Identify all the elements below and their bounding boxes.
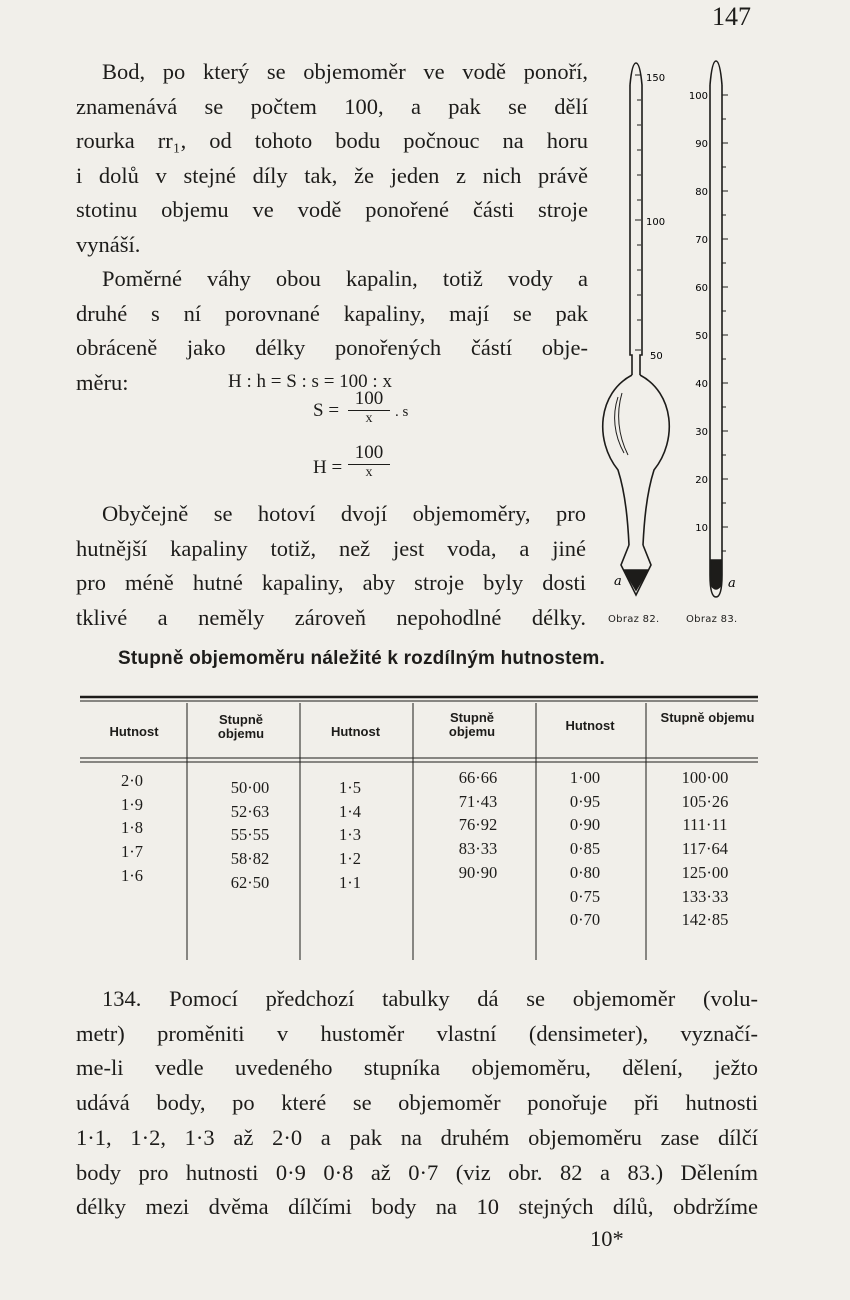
table-header-cell: Hutnost: [330, 724, 381, 739]
formula-s-denominator: x: [365, 411, 373, 426]
table-column-volume-2: [438, 766, 518, 885]
formula-s-numerator: 100: [348, 388, 390, 411]
table-cell: 0·70: [569, 910, 601, 930]
table-cell: 111·11: [682, 815, 728, 835]
volumeter-scale-ticks: [722, 95, 728, 551]
fig83-label: 90: [695, 139, 708, 150]
page-signature: 10*: [590, 1226, 624, 1251]
table-cell: 1·1: [339, 872, 361, 892]
table-cell: 0·75: [569, 886, 601, 906]
table-column-density-1: [104, 769, 160, 888]
table-column-volume-3: [662, 766, 748, 932]
table-column-density-3: [553, 766, 617, 932]
table-cell: 71·43: [458, 791, 498, 811]
table-header-cell: Hutnost: [109, 724, 159, 739]
table-cell: 1·6: [121, 865, 143, 885]
text-line: rourka rr₁, od tohoto bodu počnouc na horu: [76, 128, 588, 153]
fig83-label: 80: [695, 187, 708, 198]
text-line: me-li vedle uvedeného stupníka objemoměru, dělení, ježto: [76, 1055, 758, 1081]
text-line: hutnější kapaliny totiž, než jest voda, a jiné: [76, 535, 586, 561]
text-line: délky mezi dvěma dílčími body na 10 stejných dílů, obdržíme: [76, 1194, 758, 1220]
table-cell: 105·26: [681, 791, 729, 811]
text-line: Poměrné váhy obou kapalin, totiž vody a: [102, 266, 588, 291]
table-cell: 125·00: [681, 862, 729, 882]
fig83-label: 50: [695, 331, 708, 342]
text-line: metr) proměniti v hustoměr vlastní (densimeter), vyznačí-: [76, 1020, 758, 1046]
volumeter-scale-labels: [689, 91, 708, 534]
paragraph-1: [76, 55, 588, 262]
fig83-label: 30: [695, 427, 708, 438]
table-cell: 76·92: [458, 815, 498, 835]
table-column-volume-1: [210, 776, 290, 895]
table-cell: 62·50: [230, 872, 270, 892]
text-line: znamenává se počtem 100, a pak se dělí: [76, 93, 588, 119]
text-line: udává body, po které se objemoměr ponořuje při hutnosti: [76, 1090, 758, 1116]
table-cell: 66·66: [458, 768, 498, 787]
text-line: stotinu objemu ve vodě ponořené části stroje: [76, 197, 588, 222]
text-line: i dolů v stejné díly tak, že jeden z nich právě: [76, 162, 588, 188]
text-line: vynáší.: [76, 231, 141, 257]
table-cell: 0·85: [569, 839, 601, 859]
page-number: 147: [712, 2, 751, 31]
fig82-label-top: 150: [646, 73, 666, 84]
table-cell: 117·64: [681, 839, 729, 859]
text-line: tklivé a neměly zároveň nepohodlné délky.: [76, 604, 586, 630]
table-cell: 1·3: [339, 825, 361, 845]
fig83-label: 100: [688, 91, 708, 102]
table-cell: 90·90: [458, 862, 498, 882]
table-cell: 52·63: [230, 801, 270, 821]
table-cell: 1·4: [339, 801, 361, 821]
text-line: pro méně hutné kapaliny, aby stroje byly dosti: [76, 570, 586, 595]
text-line: měru:: [76, 369, 129, 395]
formula-h-numerator: 100: [348, 442, 390, 465]
fig82-label-low: 50: [650, 351, 663, 362]
table-cell: 1·2: [339, 849, 361, 869]
hydrometer-scale-ticks: [635, 75, 641, 350]
paragraph-4: [76, 982, 758, 1225]
table-title: Stupně objemoměru náležité k rozdílným hutnostem.: [118, 648, 605, 669]
text-line: 1·1, 1·2, 1·3 až 2·0 a pak na druhém objemoměru zase dílčí: [76, 1124, 758, 1150]
table-cell: 58·82: [230, 849, 270, 869]
table-header-cell: Stupně objemu: [660, 710, 755, 725]
figure-82-hydrometer: [588, 55, 688, 615]
table-column-density-2: [322, 776, 378, 895]
table-header-cell: Stupně objemu: [448, 710, 496, 739]
table-header-cell: Hutnost: [565, 718, 615, 733]
text-line: druhé s ní porovnané kapaliny, mají se pak: [76, 300, 588, 326]
figure-83-volumeter: [688, 55, 758, 615]
formula-h-denominator: x: [365, 465, 373, 480]
formula-s-lhs: S =: [313, 400, 340, 421]
table-cell: 133·33: [681, 886, 729, 906]
table-cell: 1·00: [569, 768, 601, 787]
fig83-label: 70: [695, 235, 708, 246]
fig83-letter: a: [728, 576, 736, 591]
fig82-letter: a: [614, 574, 622, 589]
formula-s-rhs: . s: [395, 404, 409, 420]
fig83-label: 20: [695, 475, 708, 486]
text-line: obráceně jako délky ponořených částí obje-: [76, 335, 588, 360]
fig82-label-mid: 100: [646, 217, 666, 228]
text-line: Bod, po který se objemoměr ve vodě ponoří,: [102, 59, 588, 84]
table-cell: 55·55: [230, 825, 270, 845]
table-cell: 1·5: [339, 778, 361, 797]
table-cell: 1·7: [121, 842, 143, 862]
proportion-formula: H : h = S : s = 100 : x: [228, 371, 392, 392]
formula-h-lhs: H =: [313, 457, 343, 478]
table-cell: 1·8: [121, 818, 143, 838]
formula-s-fraction: [348, 388, 390, 427]
text-line: Obyčejně se hotoví dvojí objemoměry, pro: [102, 501, 586, 526]
text-line: body pro hutnosti 0·9 0·8 až 0·7 (viz obr. 82 a 83.) Dělením: [76, 1159, 758, 1185]
figure-83-caption: Obraz 83.: [686, 614, 738, 625]
fig83-label: 60: [695, 283, 708, 294]
table-header-cell: Stupně objemu: [217, 712, 265, 741]
table-cell: 2·0: [121, 771, 143, 790]
volumeter-body: [710, 61, 722, 597]
hydrometer-body: [603, 63, 670, 595]
table-cell: 0·95: [569, 791, 601, 811]
table-cell: 50·00: [230, 778, 270, 797]
table-cell: 100·00: [681, 768, 729, 787]
table-cell: 83·33: [458, 839, 498, 859]
fig83-label: 10: [695, 523, 708, 534]
table-cell: 142·85: [681, 910, 729, 930]
fig83-label: 40: [695, 379, 708, 390]
figure-82-caption: Obraz 82.: [608, 614, 660, 625]
table-cell: 0·90: [569, 815, 601, 835]
text-line: 134. Pomocí předchozí tabulky dá se objemoměr (volu-: [102, 986, 758, 1011]
table-cell: 0·80: [569, 862, 601, 882]
table-cell: 1·9: [121, 794, 143, 814]
paragraph-3: [76, 497, 586, 635]
formula-h-fraction: [348, 442, 390, 481]
